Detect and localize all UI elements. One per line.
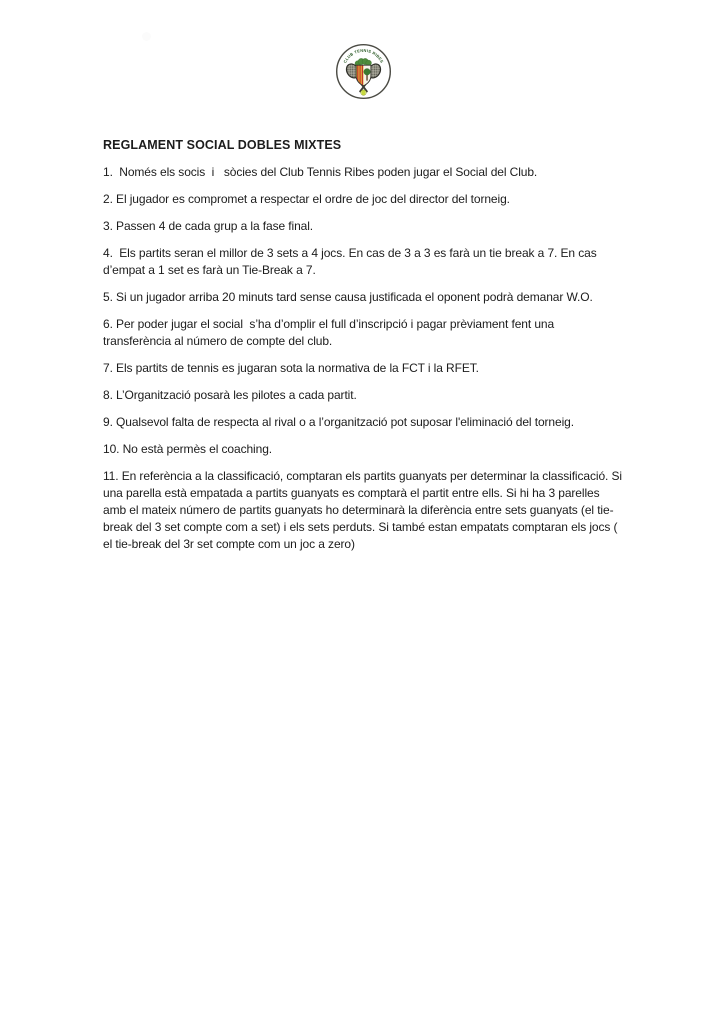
logo-arc-text: CLUB TENNIS RIBES [342,47,385,64]
rule-8: 8. L’Organització posarà les pilotes a cada partit. [103,388,357,402]
rule-11: 11. En referència a la classificació, comptaran els partits guanyats per determinar la classificació. Si una parella està empatada a partits guanyats es comptarà el partit entre ells. Si hi ha 3 parelles amb el mateix número de partits guanyats ho determinarà la diferència entre sets guanyats (el tie-break del 3 set compte com a set) i els sets perduts. Si també estan empatats comptaran els jocs ( el tie-break del 3r set compte com un joc a zero) [103,469,626,551]
rule-1: 1. Només els socis i sòcies del Club Tennis Ribes poden jugar el Social del Club. [103,165,538,179]
club-tennis-ribes-logo [335,43,392,100]
rule-3: 3. Passen 4 de cada grup a la fase final. [103,219,314,233]
rule-10: 10. No està permès el coaching. [103,442,272,456]
rule-4: 4. Els partits seran el millor de 3 sets a 4 jocs. En cas de 3 a 3 es farà un tie break a 7. En cas d’empat a 1 set es farà un Tie-Break a 7. [103,246,600,277]
rule-9: 9. Qualsevol falta de respecta al rival o a l’organització pot suposar l'eliminació del torneig. [103,415,574,429]
rule-7: 7. Els partits de tennis es jugaran sota la normativa de la FCT i la RFET. [103,361,479,375]
tennis-ball-icon [361,90,366,95]
tree-canopy [364,68,371,75]
rule-5: 5. Si un jugador arriba 20 minuts tard sense causa justificada el oponent podrà demanar W.O. [103,290,593,304]
rule-6: 6. Per poder jugar el social s’ha d’omplir el full d’inscripció i pagar prèviament fent una transferència al número de compte del club. [103,317,558,348]
document-body [103,137,626,563]
rule-2: 2. El jugador es compromet a respectar el ordre de joc del director del torneig. [103,192,510,206]
scan-speck [142,32,151,41]
document-title: REGLAMENT SOCIAL DOBLES MIXTES [103,138,342,152]
tree-trunk [366,75,367,81]
